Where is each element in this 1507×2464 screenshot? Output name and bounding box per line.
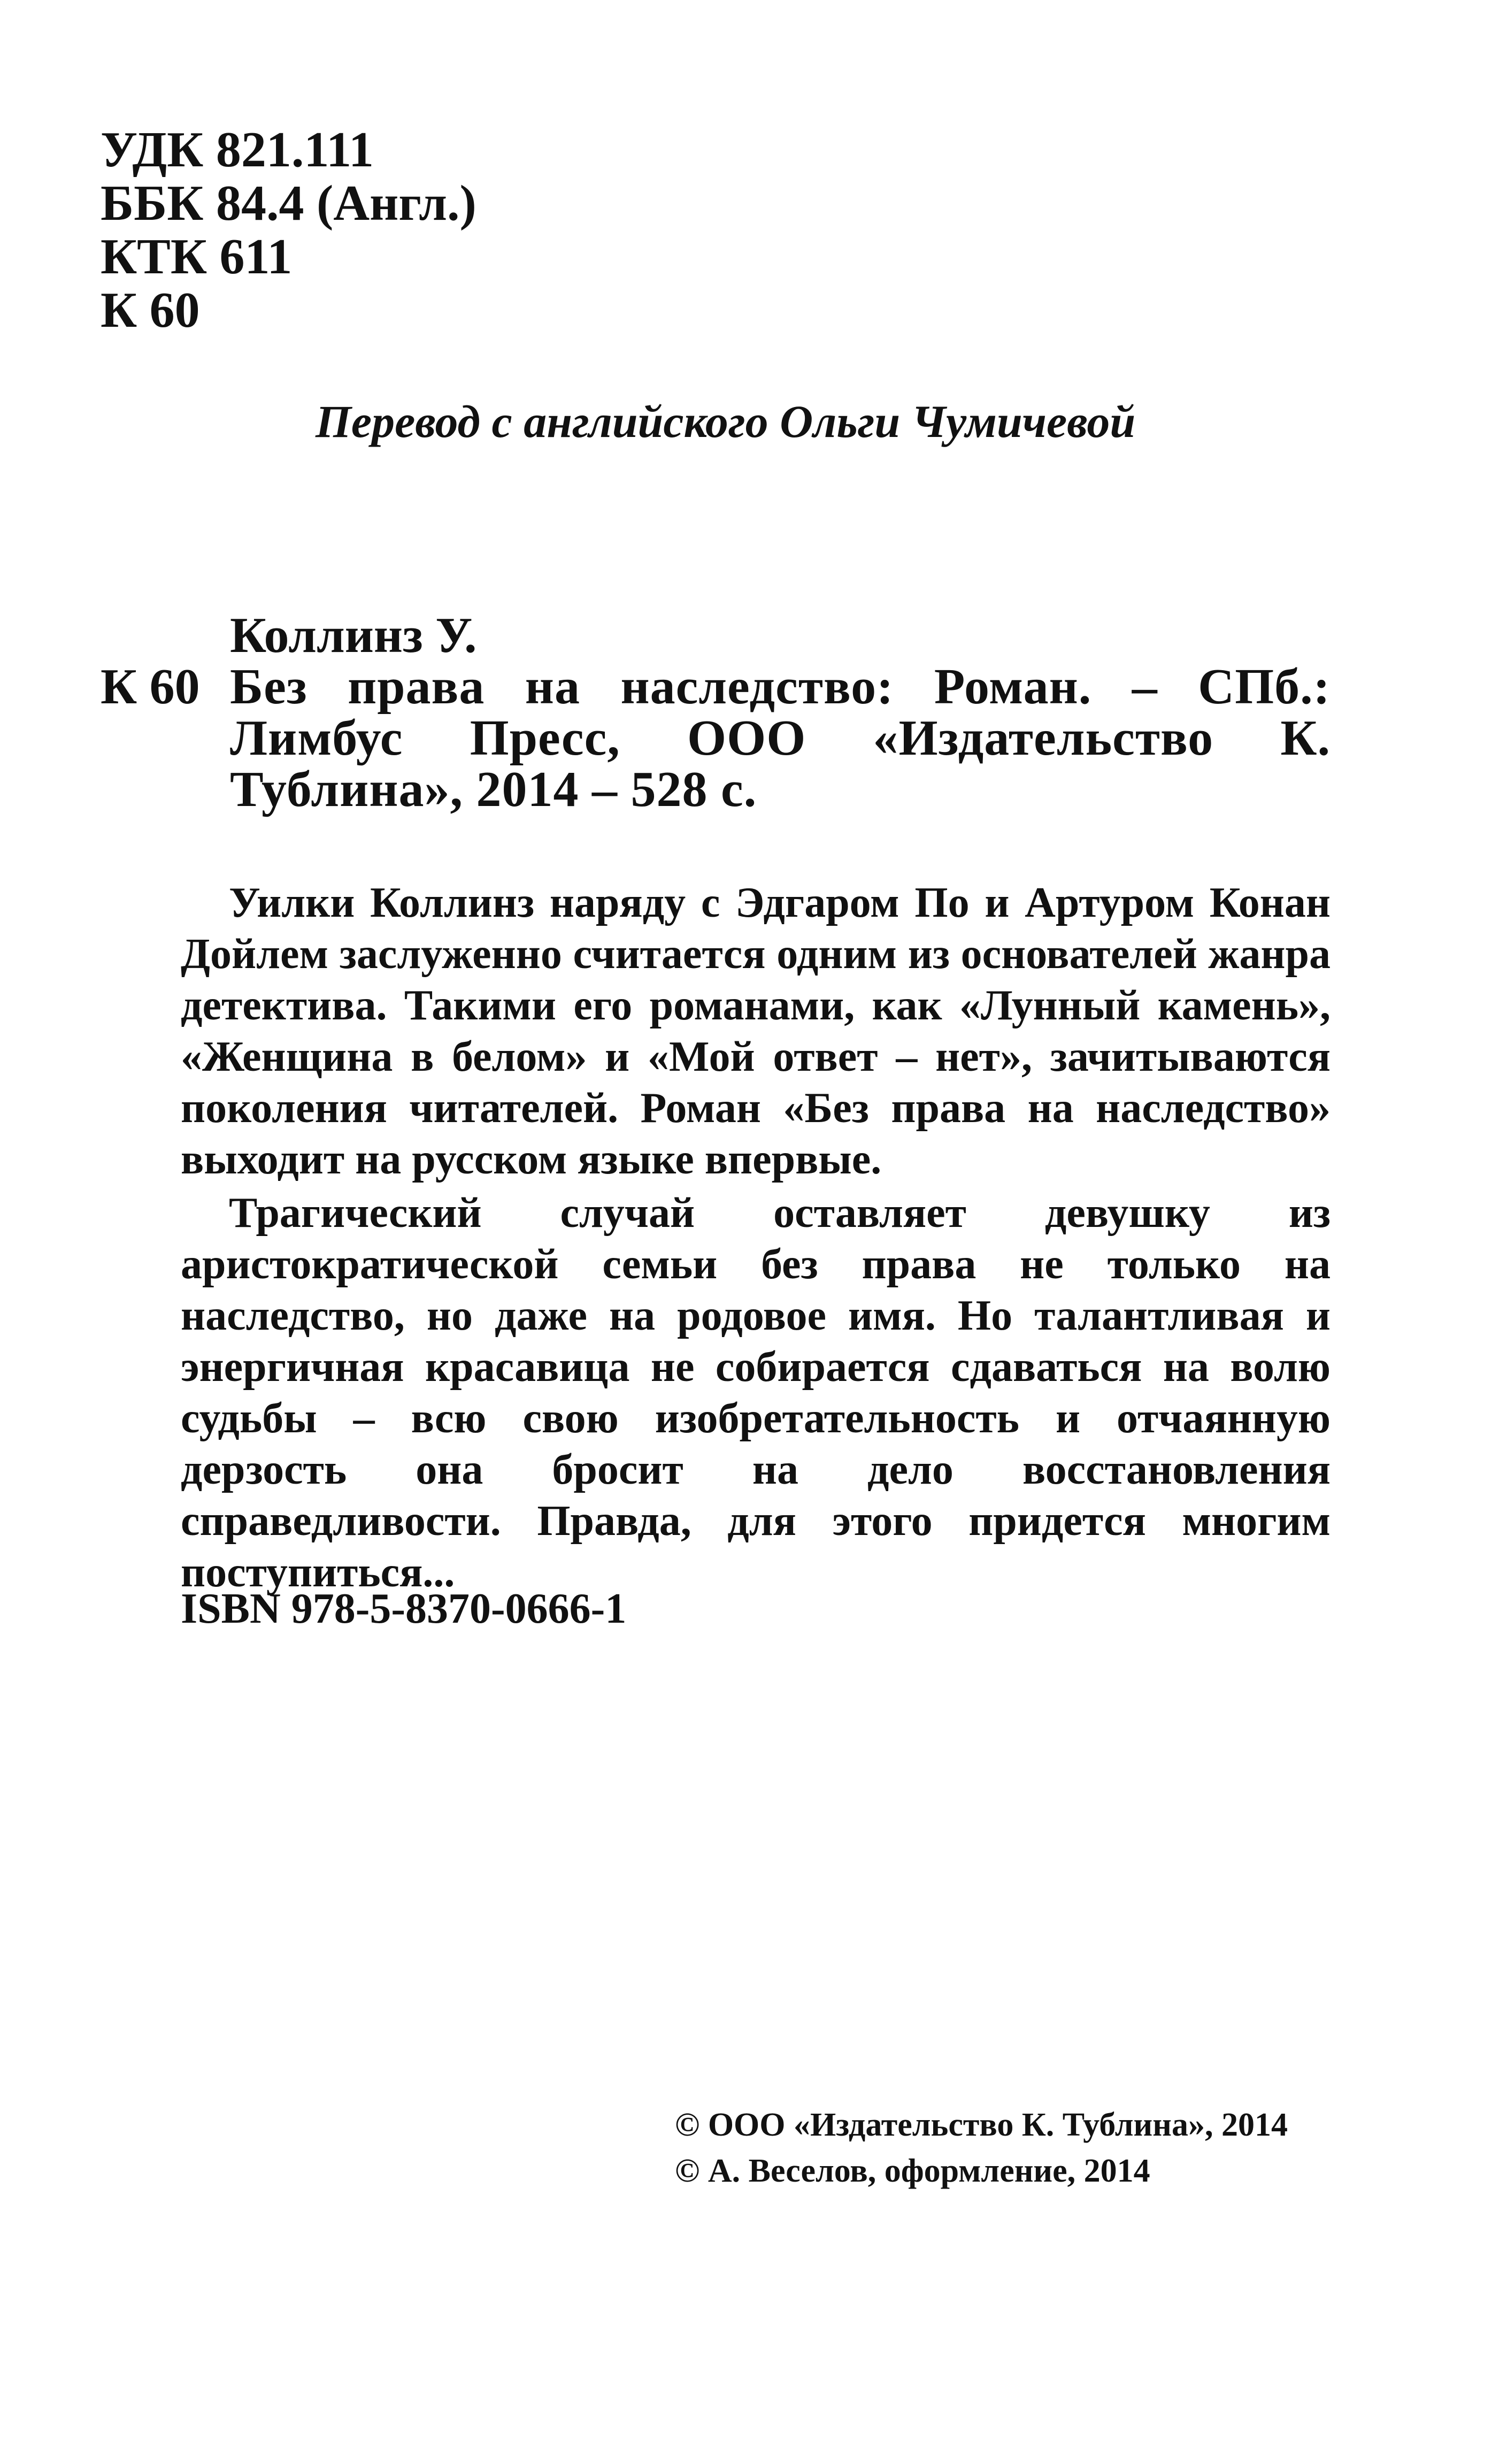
udk-code: УДК 821.111: [101, 122, 374, 178]
annotation: [181, 877, 1331, 1600]
classification-block: [101, 123, 476, 337]
author-name: Коллинз У.: [230, 608, 477, 663]
annotation-paragraph-1: Уилки Коллинз наряду с Эдгаром По и Артуром Конан Дойлем заслуженно считается одним из основателей жанра детектива. Такими его романами, как «Лунный камень», «Женщина в белом» и «Мой ответ – нет», зачитываются поколения читателей. Роман «Без права на наследство» выходит на русском языке впервые.: [181, 879, 1331, 1183]
bibliographic-record: [101, 610, 1331, 815]
bibliographic-code: К 60: [101, 659, 200, 715]
annotation-paragraph-2: Трагический случай оставляет девушку из аристократической семьи без права не только на наследство, но даже на родовое имя. Но талантливая и энергичная красавица не собирается сдаваться на волю судьбы – всю свою изобретательность и отчаянную дерзость она бросит на дело восстановления справедливости. Правда, для этого придется многим поступиться...: [181, 1189, 1331, 1596]
bibliographic-description: Без права на наследство: Роман. – СПб.: Лимбус Пресс, ООО «Издательство К. Тублина», 2014 – 528 с.: [230, 659, 1331, 817]
bbk-code: ББК 84.4 (Англ.): [101, 175, 476, 231]
isbn: ISBN 978-5-8370-0666-1: [181, 1585, 627, 1632]
ktk-code: КТК 611: [101, 229, 293, 285]
copyright-block: [675, 2102, 1288, 2194]
bibliographic-description-row: [101, 661, 1331, 815]
translator-credit: Перевод с английского Ольги Чумичевой: [316, 396, 1136, 447]
author-sign-code: К 60: [101, 282, 200, 338]
copyright-publisher: © ООО «Издательство К. Тублина», 2014: [675, 2107, 1288, 2143]
copyright-design: © А. Веселов, оформление, 2014: [675, 2153, 1150, 2189]
